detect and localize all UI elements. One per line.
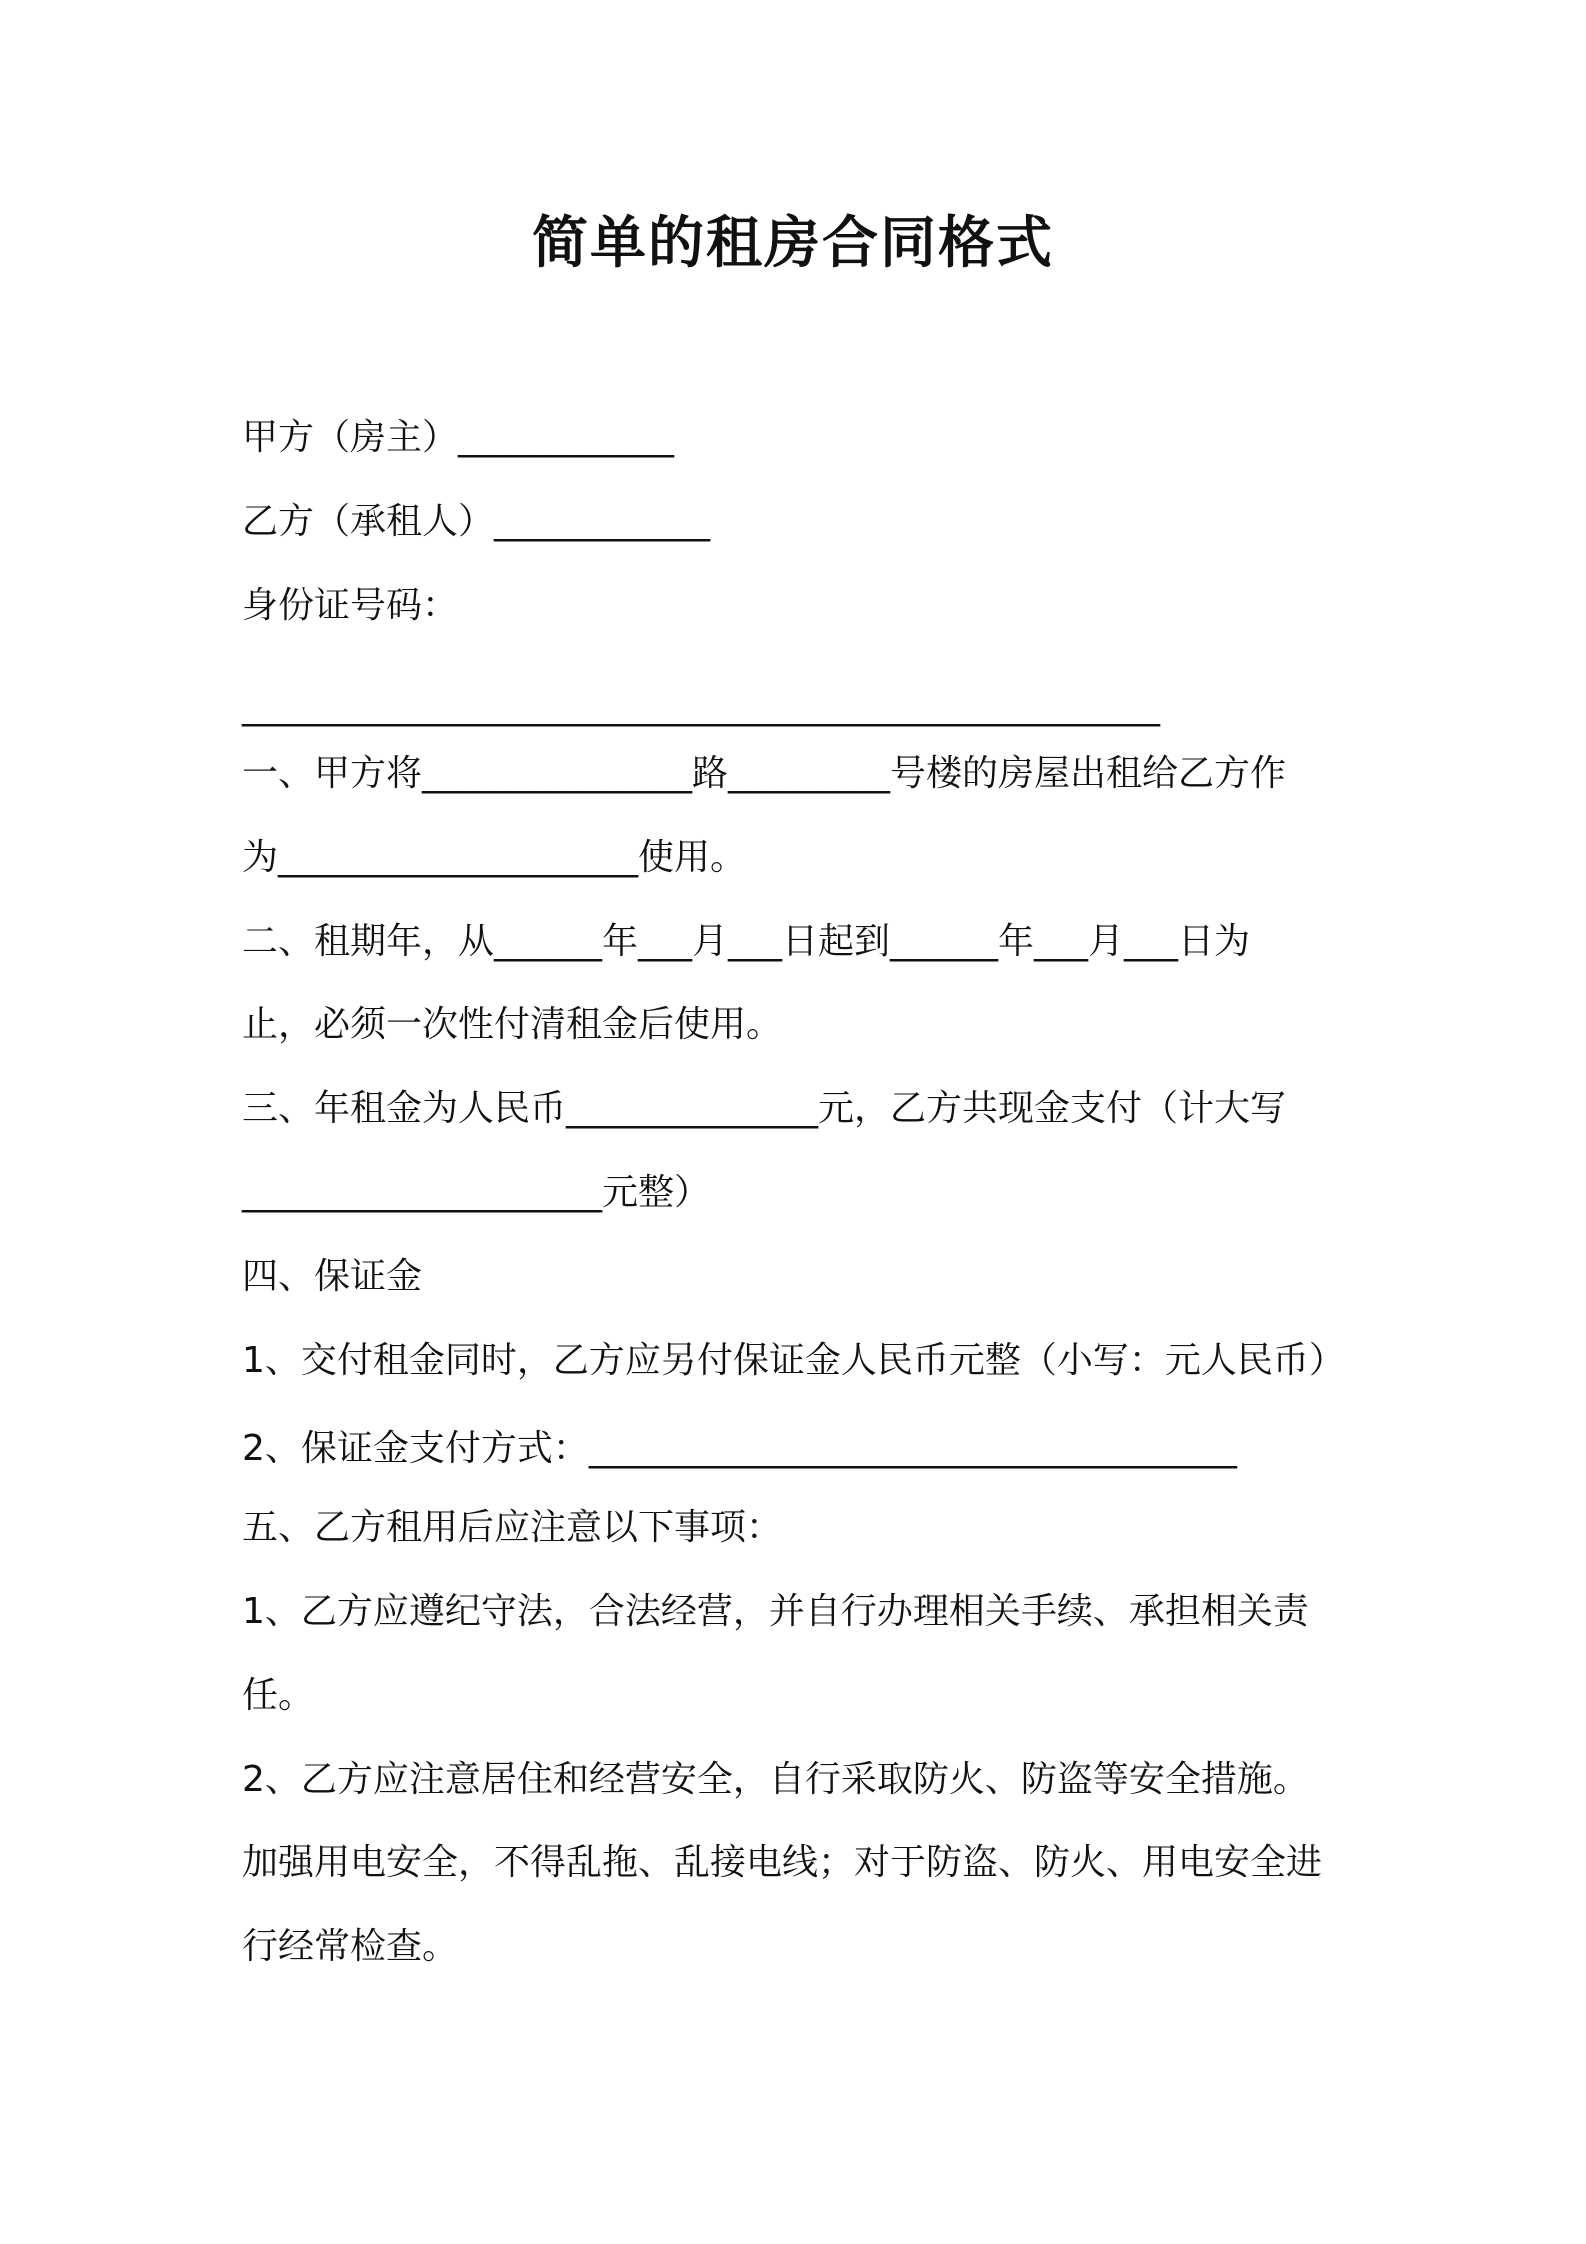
clause-5-item-1-line-1: 1、乙方应遵纪守法，合法经营，并自行办理相关手续、承担相关责 bbox=[242, 1591, 1309, 1632]
clause-1-line-1: 一、甲方将_______________路_________号楼的房屋出租给乙方作 bbox=[242, 753, 1287, 794]
clause-5-heading: 五、乙方租用后应注意以下事项： bbox=[242, 1507, 783, 1548]
document-title: 简单的租房合同格式 bbox=[532, 211, 1054, 276]
clause-5-item-2-line-3: 行经常检查。 bbox=[242, 1926, 459, 1967]
clause-4-item-2: 2、保证金支付方式：____________________________________ bbox=[242, 1428, 1237, 1469]
party-a-line: 甲方（房主）____________ bbox=[242, 417, 675, 458]
clause-2-line-2: 止，必须一次性付清租金后使用。 bbox=[242, 1004, 783, 1045]
id-number-blank: ___________________________________________________ bbox=[242, 686, 1160, 727]
clause-5-item-1-line-2: 任。 bbox=[242, 1675, 315, 1716]
clause-5-item-2-line-2: 加强用电安全，不得乱拖、乱接电线；对于防盗、防火、用电安全进 bbox=[242, 1842, 1323, 1883]
clause-2-line-1: 二、租期年，从______年___月___日起到______年___月___日为 bbox=[242, 921, 1251, 962]
clause-5-item-2-line-1: 2、乙方应注意居住和经营安全，自行采取防火、防盗等安全措施。 bbox=[242, 1759, 1309, 1800]
party-b-line: 乙方（承租人）____________ bbox=[242, 501, 711, 542]
clause-4-heading: 四、保证金 bbox=[242, 1256, 423, 1297]
clause-1-line-2: 为____________________使用。 bbox=[242, 837, 747, 878]
id-number-label: 身份证号码： bbox=[242, 585, 459, 626]
clause-4-item-1: 1、交付租金同时，乙方应另付保证金人民币元整（小写：元人民币） bbox=[242, 1340, 1345, 1381]
clause-3-line-2: ____________________元整） bbox=[242, 1172, 711, 1213]
clause-3-line-1: 三、年租金为人民币______________元，乙方共现金支付（计大写 bbox=[242, 1088, 1287, 1129]
